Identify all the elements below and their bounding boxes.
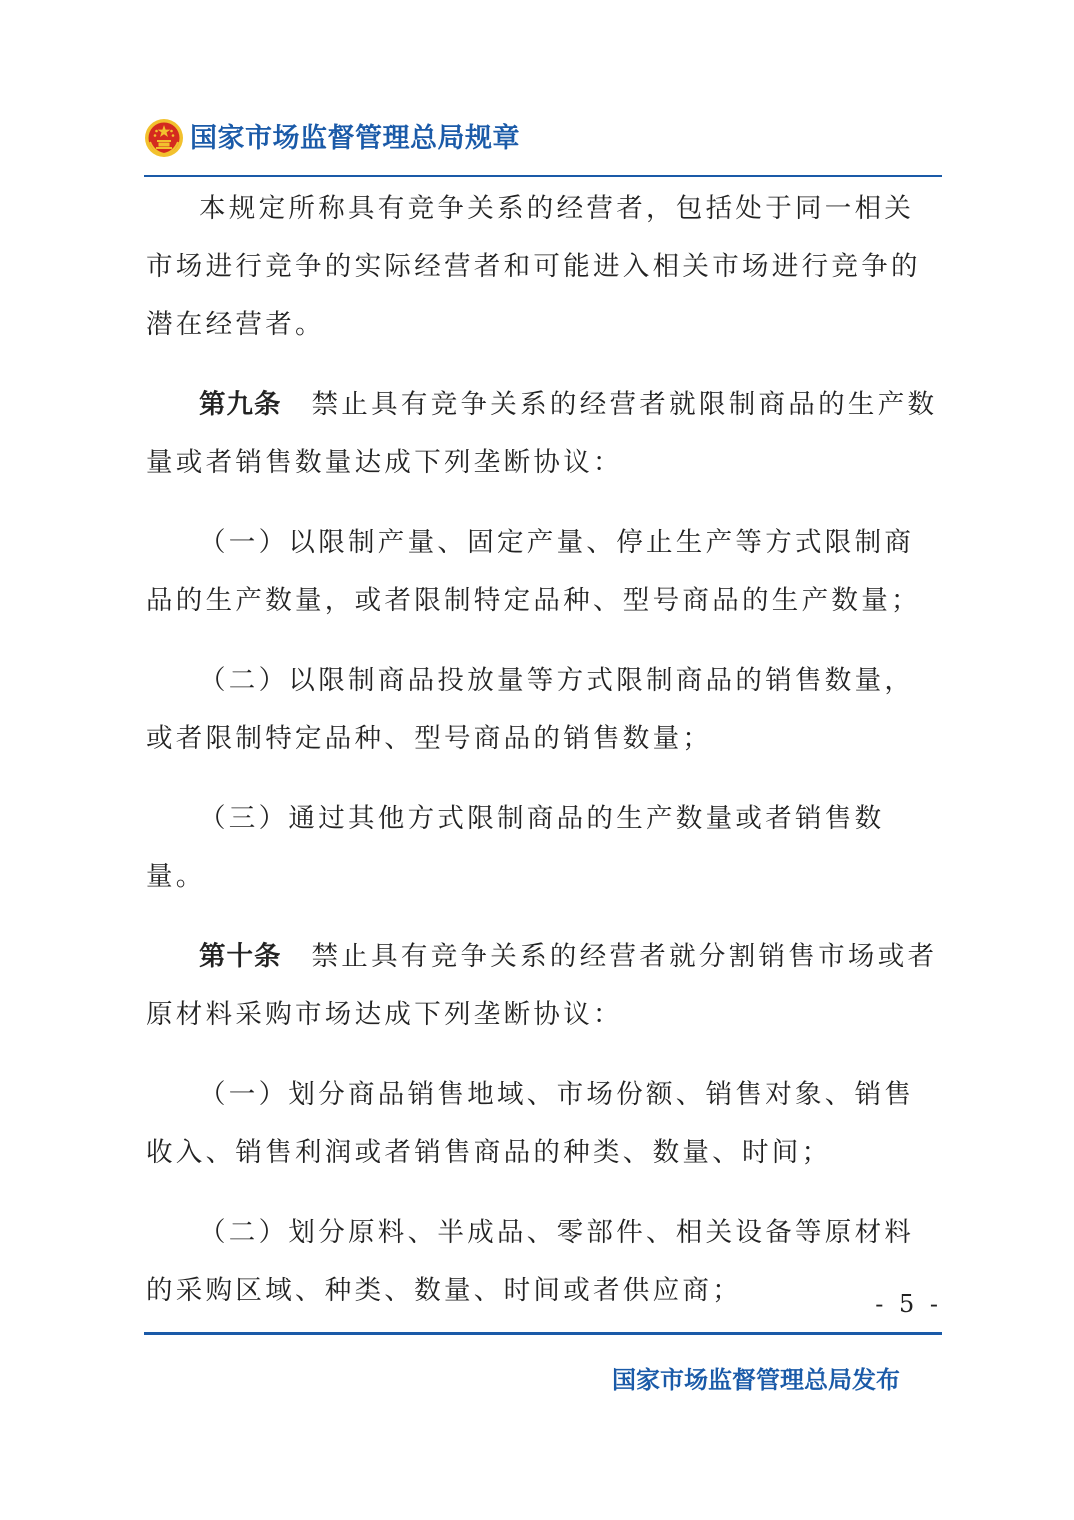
- paragraph-gap: [146, 1044, 942, 1066]
- paragraph-gap: [146, 768, 942, 790]
- paragraph-gap: [146, 492, 942, 514]
- national-emblem-icon: [144, 118, 184, 158]
- document-body: [146, 180, 942, 1320]
- paragraph-gap: [146, 1182, 942, 1204]
- paragraph-definition: 本规定所称具有竞争关系的经营者，包括处于同一相关市场进行竞争的实际经营者和可能进入相关市场进行竞争的潜在经营者。: [146, 193, 921, 340]
- paragraph-gap: [146, 354, 942, 376]
- article-10-text: 禁止具有竞争关系的经营者就分割销售市场或者原材料采购市场达成下列垄断协议：: [146, 941, 938, 1030]
- article-9-item-3: （三）通过其他方式限制商品的生产数量或者销售数量。: [146, 803, 885, 892]
- article-9: [146, 376, 942, 492]
- page-number: - 5 -: [875, 1290, 942, 1318]
- header-title: 国家市场监督管理总局规章: [190, 123, 520, 154]
- article-10-item-2: （二）划分原料、半成品、零部件、相关设备等原材料的采购区域、种类、数量、时间或者供应商；: [146, 1217, 915, 1306]
- article-9-text: 禁止具有竞争关系的经营者就限制商品的生产数量或者销售数量达成下列垄断协议：: [146, 389, 938, 478]
- header-divider: [144, 175, 942, 177]
- article-9-item-2: （二）以限制商品投放量等方式限制商品的销售数量，或者限制特定品种、型号商品的销售数量；: [146, 665, 915, 754]
- article-10-item-1: （一）划分商品销售地域、市场份额、销售对象、销售收入、销售利润或者销售商品的种类、数量、时间；: [146, 1079, 915, 1168]
- article-9-item-1: （一）以限制产量、固定产量、停止生产等方式限制商品的生产数量，或者限制特定品种、型号商品的生产数量；: [146, 527, 921, 616]
- article-10-label: 第十条: [199, 941, 282, 972]
- footer-divider: [144, 1332, 942, 1335]
- paragraph-gap: [146, 906, 942, 928]
- paragraph-gap: [146, 630, 942, 652]
- article-10: [146, 928, 942, 1044]
- footer-publisher: 国家市场监督管理总局发布: [612, 1366, 900, 1394]
- page-header: [144, 118, 944, 162]
- article-9-label: 第九条: [199, 389, 282, 420]
